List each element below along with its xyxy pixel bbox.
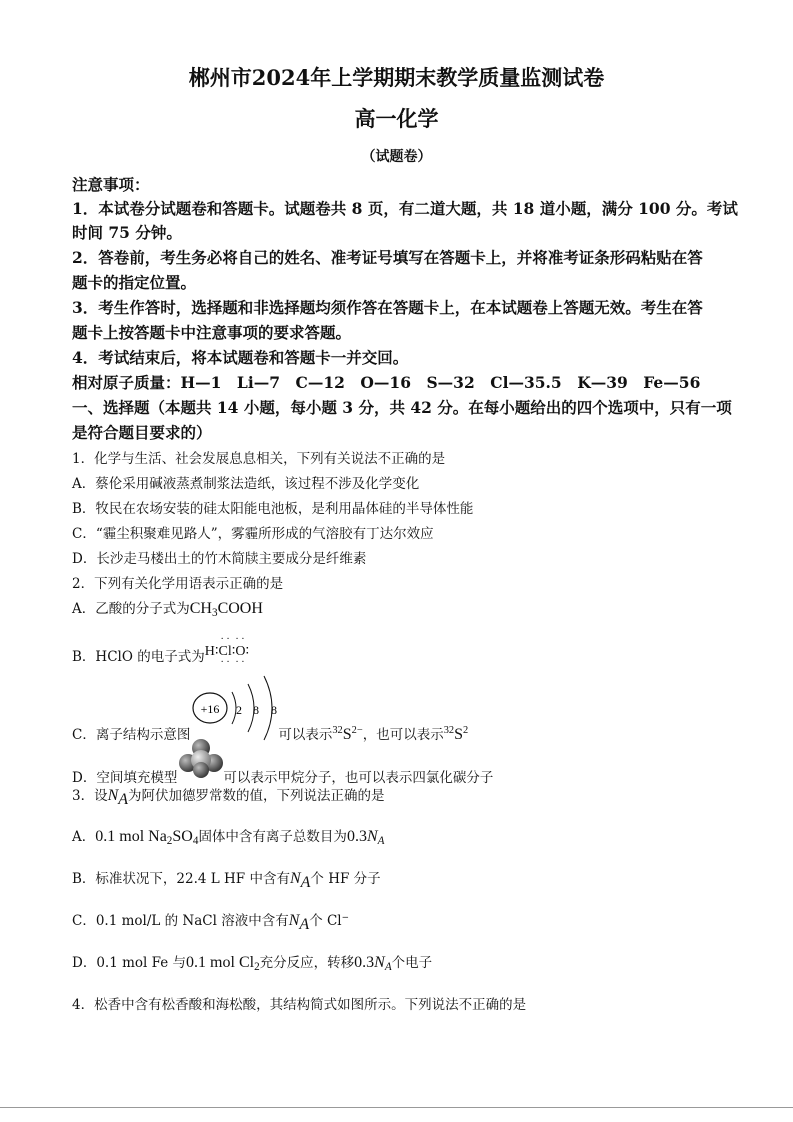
q2-option-c bbox=[72, 723, 468, 744]
q2-d-text-b: 可以表示甲烷分子，也可以表示四氯化碳分子 bbox=[223, 770, 494, 786]
q3-option-a bbox=[72, 825, 384, 847]
q2-c-mid2: ，也可以表示 bbox=[362, 727, 444, 743]
lone-pair-3: ∶ bbox=[245, 644, 250, 659]
q3-stem bbox=[72, 784, 385, 809]
chloride-charge: − bbox=[341, 912, 349, 923]
q2-option-b bbox=[72, 634, 250, 668]
note-3a: 3．考生作答时，选择题和非选择题均须作答在答题卡上，在本试题卷上答题无效。考生在答 bbox=[72, 298, 703, 317]
shell-2-count: 8 bbox=[253, 703, 259, 717]
q3-c-n: N bbox=[288, 912, 300, 929]
na2so4-sub-2: 2 bbox=[166, 834, 173, 847]
formula-ch: CH bbox=[189, 600, 212, 617]
q2-stem: 2．下列有关化学用语表示正确的是 bbox=[72, 576, 284, 592]
bond-pair-2: ∶ bbox=[231, 644, 236, 659]
atomic-masses: 相对原子质量：H—1 Li—7 C—12 O—16 S—32 Cl—35.5 K—39 Fe—56 bbox=[72, 373, 701, 392]
q3-stem-b: 为阿伏加德罗常数的值，下列说法正确的是 bbox=[128, 788, 385, 804]
mass-number-1: 32 bbox=[332, 724, 343, 736]
q1-option-c: C．“霾尘积聚难见路人”，雾霾所形成的气溶胶有丁达尔效应 bbox=[72, 526, 434, 542]
q1-stem: 1．化学与生活、社会发展息息相关，下列有关说法不正确的是 bbox=[72, 451, 446, 467]
note-1a: 1．本试卷分试题卷和答题卡。试题卷共 8 页，有二道大题，共 18 道小题，满分 100 分。考试 bbox=[72, 199, 738, 218]
avogadro-n: N bbox=[107, 787, 119, 804]
q3-d-mid: 充分反应，转移 bbox=[259, 955, 355, 971]
q3-a-value: 0.3 bbox=[346, 828, 367, 845]
q1-option-b: B．牧民在农场安装的硅太阳能电池板，是利用晶体硅的半导体性能 bbox=[72, 501, 474, 517]
formula-sub-3: 3 bbox=[211, 606, 218, 619]
q3-b-text-b: 个 HF 分子 bbox=[310, 871, 381, 887]
q2-option-d bbox=[72, 766, 493, 786]
q3-stem-a: 3．设 bbox=[72, 788, 108, 804]
q3-b-n: N bbox=[289, 870, 301, 887]
q2-option-a bbox=[72, 597, 263, 619]
na2so4-sub-4: 4 bbox=[192, 834, 199, 847]
q3-option-b bbox=[72, 867, 381, 892]
q3-d-value: 0.3 bbox=[354, 954, 375, 971]
q2-d-text-a: D．空间填充模型 bbox=[72, 770, 178, 786]
note-4: 4．考试结束后，将本试题卷和答题卡一并交回。 bbox=[72, 348, 409, 367]
q3-d-n: N bbox=[374, 954, 385, 971]
q3-d-cl2-sub: 2 bbox=[254, 960, 260, 973]
shell-1-count: 2 bbox=[236, 703, 242, 717]
sulfur-symbol-2: S bbox=[454, 726, 463, 743]
q1-option-a: A．蔡伦采用碱液蒸煮制浆法造纸，该过程不涉及化学变化 bbox=[72, 476, 420, 492]
atom-cl: Cl bbox=[218, 644, 232, 659]
lone-pair-dots: · · bbox=[220, 634, 230, 645]
notes-heading: 注意事项： bbox=[72, 175, 150, 194]
lone-pair-dots: · · bbox=[235, 657, 245, 668]
ion-charge-2: 2 bbox=[463, 724, 469, 736]
formula-cooh: COOH bbox=[217, 600, 263, 617]
note-1b: 时间 75 分钟。 bbox=[72, 223, 182, 242]
q3-option-c bbox=[72, 909, 349, 934]
subject-title: 高一化学 bbox=[354, 106, 439, 131]
volume-label: （试题卷） bbox=[361, 149, 432, 165]
atom-cl-group bbox=[218, 634, 232, 668]
q3-d-text-b: 个电子 bbox=[391, 955, 433, 971]
q3-a-sub: A bbox=[377, 834, 385, 847]
q2-b-text: B．HClO 的电子式为 bbox=[72, 649, 205, 665]
ion-charge-1: 2− bbox=[351, 724, 363, 736]
avogadro-sub: A bbox=[118, 791, 129, 808]
q3-b-sub: A bbox=[300, 874, 311, 891]
exam-title: 郴州市2024年上学期期末教学质量监测试卷 bbox=[188, 65, 605, 90]
q3-a-n: N bbox=[366, 828, 378, 845]
acetic-formula bbox=[190, 600, 263, 617]
section-1-heading-a: 一、选择题（本题共 14 小题，每小题 3 分，共 42 分。在每小题给出的四个选项中，只有一项 bbox=[72, 398, 732, 417]
mass-number-2: 32 bbox=[443, 724, 455, 736]
q3-b-text-a: B．标准状况下，22.4 L HF 中含有 bbox=[72, 871, 290, 887]
q3-c-text-a: C．0.1 mol/L 的 NaCl 溶液中含有 bbox=[72, 913, 289, 929]
q3-option-d bbox=[72, 951, 432, 973]
q3-d-text-a: D．0.1 mol Fe 与 bbox=[72, 955, 187, 971]
q3-a-mid: 固体中含有离子总数目为 bbox=[198, 829, 347, 845]
na2so4-so: SO bbox=[172, 828, 193, 845]
atom-o-group bbox=[235, 634, 246, 668]
q2-a-text: A．乙酸的分子式为 bbox=[72, 601, 190, 617]
q3-c-sub: A bbox=[299, 916, 310, 933]
page-bottom-divider bbox=[0, 1107, 793, 1108]
q3-d-sub: A bbox=[384, 960, 392, 973]
q3-a-pre: A． bbox=[72, 829, 96, 845]
note-2a: 2．答卷前，考生务必将自己的姓名、准考证号填写在答题卡上，并将准考证条形码粘贴在答 bbox=[72, 248, 703, 267]
note-3b: 题卡上按答题卡中注意事项的要求答题。 bbox=[72, 323, 352, 342]
q3-c-text-b: 个 Cl bbox=[309, 913, 342, 929]
bond-pair-1: ∶ bbox=[214, 644, 219, 659]
nucleus-charge: +16 bbox=[200, 702, 220, 716]
note-2b: 题卡的指定位置。 bbox=[72, 273, 197, 292]
q3-d-cl2: 0.1 mol Cl bbox=[186, 954, 255, 971]
lone-pair-dots: · · bbox=[220, 657, 230, 668]
lone-pair-dots: · · bbox=[235, 634, 245, 645]
atom-o: O bbox=[235, 644, 246, 659]
section-1-heading-b: 是符合题目要求的） bbox=[72, 423, 212, 442]
q2-c-mid: 可以表示 bbox=[278, 727, 333, 743]
sulfur-symbol-1: S bbox=[342, 726, 352, 743]
na2so4-na: 0.1 mol Na bbox=[95, 828, 167, 845]
q1-option-d: D．长沙走马楼出土的竹木简牍主要成分是纤维素 bbox=[72, 551, 367, 567]
atom-h: H bbox=[204, 644, 215, 659]
q4-stem: 4．松香中含有松香酸和海松酸，其结构简式如图所示。下列说法不正确的是 bbox=[72, 997, 527, 1013]
q2-c-text: C．离子结构示意图 bbox=[72, 727, 191, 743]
hclo-electron-formula bbox=[204, 634, 250, 668]
shell-3-count: 8 bbox=[271, 703, 277, 717]
